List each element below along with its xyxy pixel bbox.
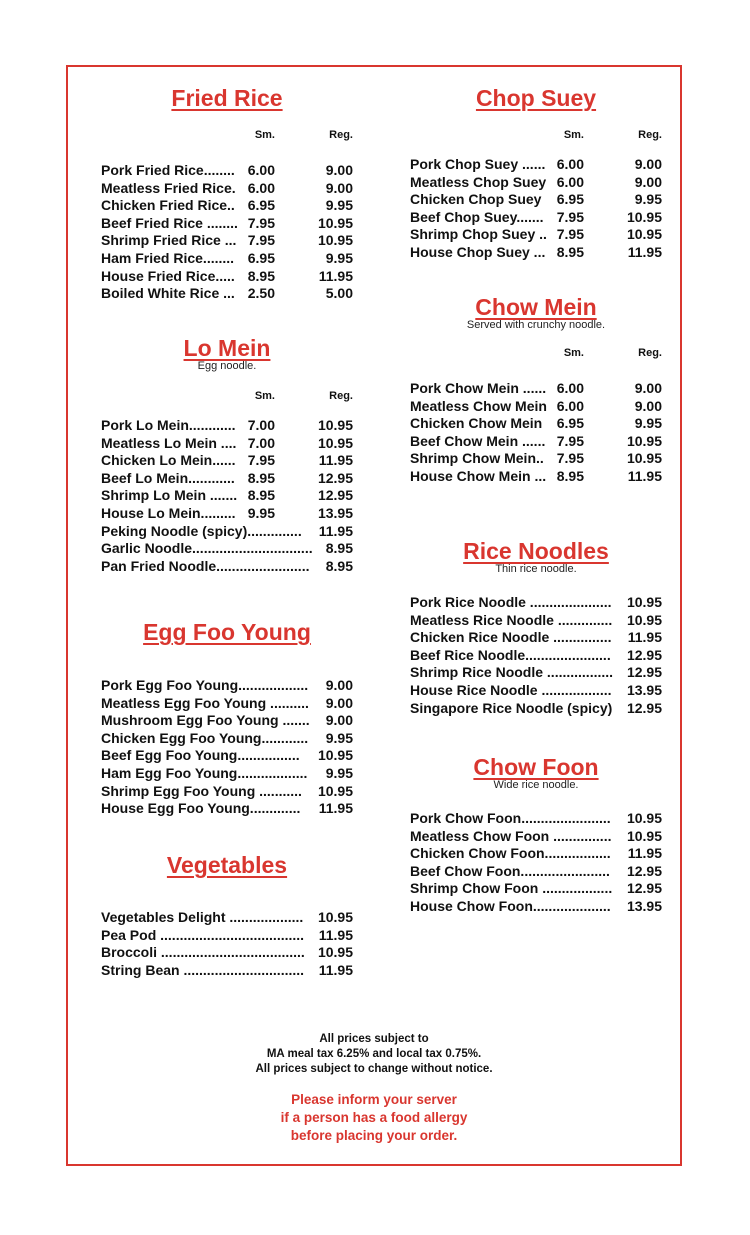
menu-item-name: Mushroom Egg Foo Young ....... <box>101 712 310 729</box>
menu-item-name: Shrimp Chow Mein.. <box>410 450 544 467</box>
lo-mein-section <box>101 336 353 575</box>
menu-item-price-regular: 10.95 <box>626 226 662 243</box>
menu-item-price: 9.00 <box>325 694 353 711</box>
menu-item-price: 10.95 <box>317 944 353 961</box>
section-title: Egg Foo Young <box>143 619 311 645</box>
menu-item-price-small: 6.00 <box>556 156 584 172</box>
menu-item-row <box>410 244 662 262</box>
size-regular-header: Reg. <box>329 390 353 402</box>
size-regular-header: Reg. <box>638 347 662 359</box>
menu-item-price-regular: 9.00 <box>634 380 662 396</box>
menu-item-price-regular: 8.95 <box>325 557 353 574</box>
size-small-header: Sm. <box>254 390 275 402</box>
menu-item-price: 11.95 <box>318 926 353 943</box>
menu-item-row <box>101 268 353 286</box>
menu-item-price: 11.95 <box>627 629 662 646</box>
menu-item-price-regular: 9.00 <box>634 397 662 414</box>
menu-item-price: 11.95 <box>627 845 662 862</box>
menu-item-name: Pork Lo Mein............ <box>101 417 236 433</box>
item-list <box>410 810 662 916</box>
menu-item-price: 10.95 <box>626 611 662 628</box>
section-title: Chow Mein <box>475 294 597 320</box>
price-header <box>101 129 353 143</box>
menu-item-name: Vegetables Delight ................... <box>101 909 304 925</box>
menu-item-name: Meatless Fried Rice. <box>101 179 236 196</box>
menu-item-price-regular: 10.95 <box>626 450 662 467</box>
menu-item-name: Meatless Chow Mein <box>410 397 547 414</box>
size-small-header: Sm. <box>563 129 584 141</box>
menu-item-name: Chicken Chop Suey <box>410 191 542 208</box>
menu-item-row <box>101 197 353 215</box>
menu-item-name: Beef Egg Foo Young................ <box>101 747 300 764</box>
menu-item-price-regular: 12.95 <box>317 469 353 486</box>
menu-item-name: Chicken Fried Rice.. <box>101 197 235 214</box>
item-list <box>410 594 662 717</box>
menu-item-price: 13.95 <box>626 681 662 698</box>
menu-item-price-small: 6.00 <box>556 380 584 396</box>
menu-item-price-regular: 10.95 <box>626 208 662 225</box>
menu-item-price-regular: 10.95 <box>317 232 353 249</box>
menu-item-name: Peking Noodle (spicy).............. <box>101 522 302 539</box>
section-subtitle: Wide rice noodle. <box>493 779 579 791</box>
section-title: Vegetables <box>166 852 288 878</box>
allergy-notice-line: Please inform your server <box>291 1092 457 1107</box>
item-list <box>410 380 662 486</box>
menu-item-name: Singapore Rice Noodle (spicy) <box>410 699 613 716</box>
menu-item-price-regular: 9.00 <box>325 179 353 196</box>
menu-item-price: 12.95 <box>626 646 662 663</box>
menu-item-row <box>410 433 662 451</box>
menu-item-name: Pork Chow Mein ...... <box>410 380 547 396</box>
tax-notice-line: All prices subject to <box>319 1033 429 1045</box>
menu-item-row <box>410 468 662 486</box>
menu-item-price-small: 6.00 <box>247 179 275 196</box>
menu-item-price-small: 7.95 <box>556 432 584 449</box>
allergy-notice-line: before placing your order. <box>290 1128 458 1143</box>
menu-item-price-small: 6.95 <box>556 415 584 432</box>
menu-item-name: Beef Chow Foon....................... <box>410 862 610 879</box>
menu-item-name: Shrimp Chow Foon .................. <box>410 880 613 897</box>
menu-item-price-regular: 5.00 <box>325 285 353 302</box>
menu-item-name: House Lo Mein......... <box>101 504 236 521</box>
item-list <box>101 162 353 303</box>
section-title: Lo Mein <box>183 335 271 361</box>
menu-item-name: Ham Egg Foo Young.................. <box>101 764 308 781</box>
menu-item-row <box>101 944 353 962</box>
menu-item-name: Pea Pod ..................................... <box>101 926 305 943</box>
menu-item-name: String Bean ............................... <box>101 961 305 978</box>
menu-item-name: Garlic Noodle............................... <box>101 540 313 557</box>
menu-item-name: House Rice Noodle .................. <box>410 681 612 698</box>
menu-item-price-small: 6.95 <box>247 249 275 266</box>
menu-item-price-small: 6.00 <box>247 162 275 178</box>
menu-item-row <box>101 765 353 783</box>
menu-item-name: Meatless Egg Foo Young .......... <box>101 694 309 711</box>
menu-item-price-small: 7.95 <box>556 450 584 467</box>
menu-item-price-regular: 9.00 <box>634 173 662 190</box>
menu-item-row <box>410 450 662 468</box>
menu-item-row <box>410 828 662 846</box>
menu-item-name: Chicken Egg Foo Young............ <box>101 729 309 746</box>
menu-item-row <box>410 209 662 227</box>
menu-item-price: 9.95 <box>325 764 353 781</box>
menu-item-row <box>101 470 353 488</box>
menu-item-row <box>101 558 353 576</box>
menu-item-name: Chicken Chow Foon................. <box>410 845 611 862</box>
menu-item-price-small: 8.95 <box>556 467 584 484</box>
menu-item-name: Pork Chow Foon....................... <box>410 810 611 826</box>
menu-item-row <box>101 783 353 801</box>
menu-item-row <box>410 415 662 433</box>
menu-item-price-regular: 9.95 <box>634 191 662 208</box>
menu-item-row <box>101 523 353 541</box>
menu-item-price-regular: 9.95 <box>634 415 662 432</box>
vegetables-section <box>101 853 353 979</box>
allergy-notice <box>66 1091 682 1145</box>
menu-item-name: Chicken Chow Mein <box>410 415 543 432</box>
tax-notice-line: All prices subject to change without notice. <box>255 1063 493 1075</box>
menu-item-price: 9.00 <box>325 712 353 729</box>
menu-item-row <box>101 162 353 180</box>
menu-item-row <box>410 594 662 612</box>
menu-item-name: Pork Fried Rice........ <box>101 162 235 178</box>
section-subtitle: Served with crunchy noodle. <box>466 319 606 331</box>
price-header <box>410 347 662 361</box>
menu-item-price-small: 8.95 <box>247 267 275 284</box>
menu-item-name: Pan Fried Noodle........................ <box>101 557 310 574</box>
menu-item-row <box>410 629 662 647</box>
menu-item-price: 9.95 <box>325 729 353 746</box>
menu-item-row <box>410 612 662 630</box>
menu-item-name: House Egg Foo Young............. <box>101 800 301 817</box>
menu-item-name: House Chow Foon.................... <box>410 897 611 914</box>
menu-item-price-regular: 10.95 <box>317 214 353 231</box>
menu-item-row <box>101 962 353 980</box>
menu-item-name: Shrimp Egg Foo Young ........... <box>101 782 302 799</box>
item-list <box>101 417 353 575</box>
item-list <box>101 909 353 979</box>
menu-item-price-small: 8.95 <box>556 243 584 260</box>
menu-item-row <box>101 927 353 945</box>
menu-item-row <box>101 487 353 505</box>
menu-item-price-regular: 11.95 <box>627 243 662 260</box>
menu-item-name: House Fried Rice..... <box>101 267 235 284</box>
fried-rice-section <box>101 86 353 303</box>
menu-item-price-regular: 10.95 <box>317 434 353 451</box>
menu-item-price-small: 7.00 <box>247 434 275 451</box>
menu-item-row <box>410 191 662 209</box>
menu-item-row <box>410 380 662 398</box>
menu-item-price-small: 7.95 <box>556 208 584 225</box>
menu-item-name: Beef Rice Noodle...................... <box>410 646 611 663</box>
menu-item-name: Pork Egg Foo Young.................. <box>101 677 309 693</box>
menu-item-price: 10.95 <box>626 827 662 844</box>
menu-item-price-small: 9.95 <box>247 504 275 521</box>
menu-item-row <box>101 250 353 268</box>
menu-item-row <box>101 435 353 453</box>
menu-item-row <box>101 215 353 233</box>
menu-item-name: Broccoli ..................................... <box>101 944 305 961</box>
menu-item-row <box>410 647 662 665</box>
menu-item-row <box>410 226 662 244</box>
menu-item-price-small: 7.95 <box>247 232 275 249</box>
menu-item-name: Beef Fried Rice ........ <box>101 214 238 231</box>
menu-item-price-small: 8.95 <box>247 469 275 486</box>
menu-item-price: 10.95 <box>317 747 353 764</box>
menu-item-name: House Chop Suey ... <box>410 243 546 260</box>
menu-item-name: Shrimp Chop Suey .. <box>410 226 547 243</box>
menu-item-price-small: 8.95 <box>247 487 275 504</box>
price-header <box>410 129 662 143</box>
menu-item-name: Ham Fried Rice........ <box>101 249 235 266</box>
menu-item-price-regular: 10.95 <box>317 417 353 433</box>
menu-item-price-regular: 9.00 <box>634 156 662 172</box>
menu-item-price-small: 6.00 <box>556 397 584 414</box>
section-subtitle: Egg noodle. <box>197 360 257 372</box>
menu-item-row <box>101 180 353 198</box>
menu-item-row <box>101 540 353 558</box>
menu-item-price-small: 7.95 <box>247 452 275 469</box>
menu-item-row <box>410 664 662 682</box>
menu-item-price: 10.95 <box>317 782 353 799</box>
menu-item-row <box>101 285 353 303</box>
section-subtitle: Thin rice noodle. <box>495 563 577 575</box>
menu-item-price: 9.00 <box>325 677 353 693</box>
menu-item-price: 10.95 <box>626 810 662 826</box>
size-small-header: Sm. <box>563 347 584 359</box>
menu-item-price: 13.95 <box>626 897 662 914</box>
menu-item-row <box>410 156 662 174</box>
menu-item-price-regular: 12.95 <box>317 487 353 504</box>
tax-notice-line: MA meal tax 6.25% and local tax 0.75%. <box>266 1048 482 1060</box>
chow-foon-section <box>410 755 662 916</box>
menu-item-price-regular: 11.95 <box>318 522 353 539</box>
menu-item-price-small: 7.00 <box>247 417 275 433</box>
size-regular-header: Reg. <box>329 129 353 141</box>
menu-item-name: Meatless Lo Mein .... <box>101 434 237 451</box>
menu-item-row <box>410 682 662 700</box>
menu-item-price: 10.95 <box>317 909 353 925</box>
menu-item-name: Shrimp Rice Noodle ................. <box>410 664 614 681</box>
menu-item-price-small: 7.95 <box>247 214 275 231</box>
menu-item-name: House Chow Mein ... <box>410 467 547 484</box>
section-title: Rice Noodles <box>463 538 609 564</box>
menu-item-row <box>410 700 662 718</box>
menu-item-price-regular: 9.00 <box>325 162 353 178</box>
menu-item-row <box>410 398 662 416</box>
menu-item-name: Beef Lo Mein............ <box>101 469 235 486</box>
section-title: Chop Suey <box>475 85 597 111</box>
menu-item-name: Meatless Chow Foon ............... <box>410 827 612 844</box>
allergy-notice-line: if a person has a food allergy <box>280 1110 468 1125</box>
menu-item-price-small: 6.00 <box>556 173 584 190</box>
menu-item-row <box>410 880 662 898</box>
menu-item-price-regular: 8.95 <box>325 540 353 557</box>
menu-item-price-regular: 9.95 <box>325 249 353 266</box>
menu-item-row <box>410 845 662 863</box>
menu-item-name: Beef Chop Suey....... <box>410 208 544 225</box>
menu-item-price-regular: 11.95 <box>627 467 662 484</box>
menu-item-name: Shrimp Lo Mein ....... <box>101 487 238 504</box>
menu-item-name: Chicken Lo Mein...... <box>101 452 236 469</box>
menu-item-price-small: 2.50 <box>247 285 275 302</box>
menu-item-name: Chicken Rice Noodle ............... <box>410 629 612 646</box>
menu-item-row <box>101 452 353 470</box>
menu-item-price-regular: 9.95 <box>325 197 353 214</box>
menu-item-price-regular: 10.95 <box>626 432 662 449</box>
menu-item-name: Meatless Chop Suey <box>410 173 547 190</box>
menu-item-row <box>101 232 353 250</box>
menu-item-price-small: 6.95 <box>556 191 584 208</box>
menu-item-name: Pork Chop Suey ...... <box>410 156 546 172</box>
menu-item-row <box>410 898 662 916</box>
menu-item-price-regular: 11.95 <box>318 267 353 284</box>
menu-item-row <box>101 695 353 713</box>
menu-item-price: 12.95 <box>626 880 662 897</box>
menu-item-row <box>410 810 662 828</box>
menu-item-price: 11.95 <box>318 800 353 817</box>
size-small-header: Sm. <box>254 129 275 141</box>
menu-item-price-small: 7.95 <box>556 226 584 243</box>
menu-item-row <box>101 800 353 818</box>
menu-item-name: Boiled White Rice ... <box>101 285 235 302</box>
menu-item-price-small: 6.95 <box>247 197 275 214</box>
menu-item-price: 11.95 <box>318 961 353 978</box>
menu-item-row <box>101 909 353 927</box>
chow-mein-section <box>410 295 662 486</box>
section-title: Fried Rice <box>171 85 283 111</box>
menu-item-name: Meatless Rice Noodle .............. <box>410 611 613 628</box>
menu-item-name: Beef Chow Mein ...... <box>410 432 546 449</box>
menu-item-row <box>101 747 353 765</box>
menu-item-name: Pork Rice Noodle ..................... <box>410 594 612 610</box>
price-header <box>101 390 353 404</box>
menu-item-price: 10.95 <box>626 594 662 610</box>
menu-item-row <box>101 417 353 435</box>
menu-item-row <box>101 730 353 748</box>
tax-notice <box>66 1032 682 1077</box>
rice-noodles-section <box>410 539 662 717</box>
section-title: Chow Foon <box>473 754 599 780</box>
menu-item-row <box>410 174 662 192</box>
menu-item-price: 12.95 <box>626 664 662 681</box>
menu-item-price-regular: 11.95 <box>318 452 353 469</box>
menu-item-row <box>410 863 662 881</box>
menu-item-row <box>101 712 353 730</box>
menu-item-name: Shrimp Fried Rice ... <box>101 232 237 249</box>
menu-item-price: 12.95 <box>626 699 662 716</box>
menu-item-price: 12.95 <box>626 862 662 879</box>
egg-foo-young-section <box>101 620 353 818</box>
item-list <box>101 677 353 818</box>
menu-item-row <box>101 505 353 523</box>
menu-item-price-regular: 13.95 <box>317 504 353 521</box>
size-regular-header: Reg. <box>638 129 662 141</box>
item-list <box>410 156 662 262</box>
chop-suey-section <box>410 86 662 262</box>
menu-item-row <box>101 677 353 695</box>
